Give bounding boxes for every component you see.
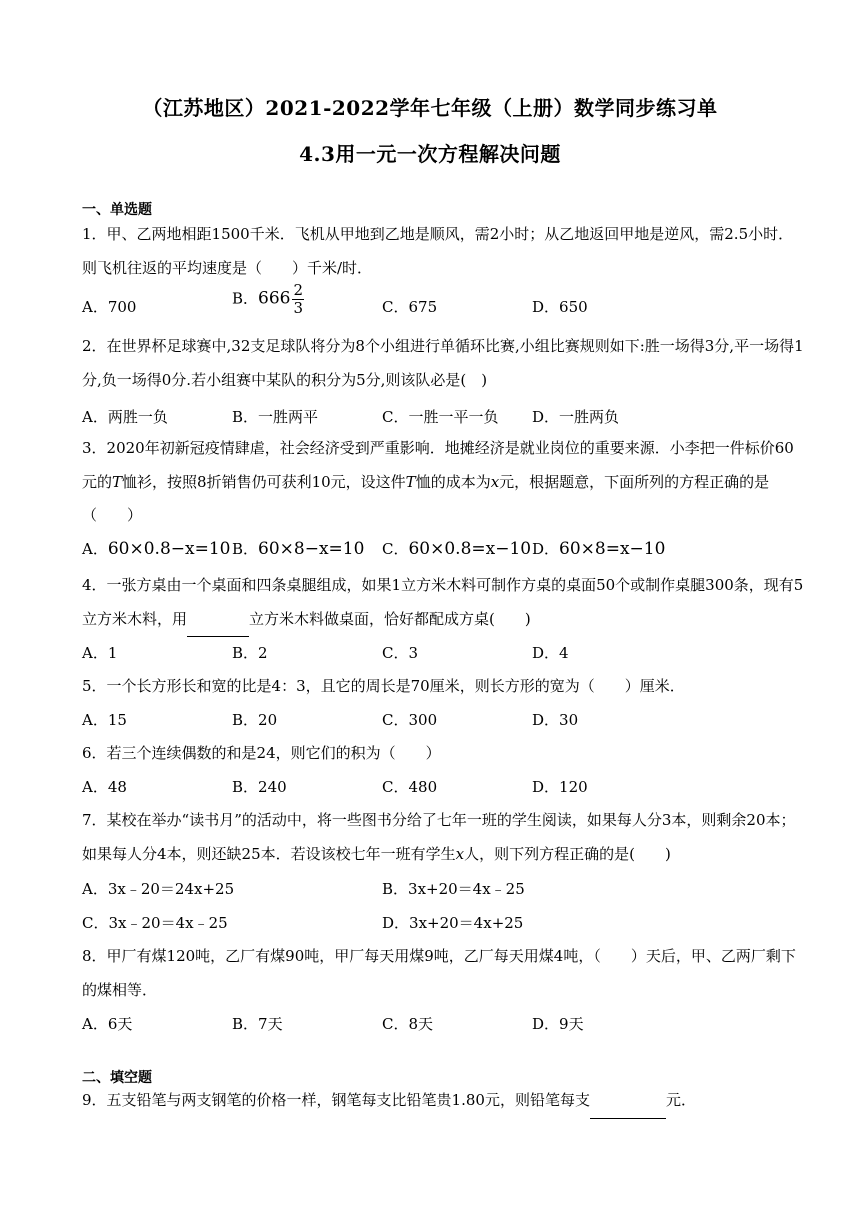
option-c: C．300: [382, 711, 438, 729]
question-4-text-b: 立方米木料做桌面，恰好都配成方桌( ): [249, 609, 531, 628]
question-7-text-a: 7．某校在举办“读书月”的活动中，将一些图书分给了七年一班的学生阅读，如果每人分3本，则剩余20本；如果每人分4本，则还缺25本．若设该校七年一班有学生: [82, 811, 796, 863]
option-b: [232, 538, 364, 559]
option-d: D．30: [532, 711, 579, 729]
question-7-options-row-1: [82, 878, 804, 902]
option-d: D．4: [532, 644, 569, 662]
option-b: [232, 282, 304, 317]
question-4-text: [82, 569, 804, 637]
worksheet-title: （江苏地区）2021-2022学年七年级（上册）数学同步练习单: [142, 96, 718, 120]
question-7-options-row-2: [82, 912, 804, 936]
question-7-text-b: 人，则下列方程正确的是( ): [464, 844, 671, 863]
question-7-text: [82, 804, 804, 871]
question-1-options: [82, 281, 804, 320]
option-d: D．650: [532, 298, 588, 316]
question-4-text-a: 4．一张方桌由一个桌面和四条桌腿组成，如果1立方米木料可制作方桌的桌面50个或制作桌腿300条，现有5立方米木料，用: [82, 576, 804, 628]
fraction: [292, 282, 304, 317]
option-b: B．240: [232, 778, 287, 796]
question-2-options: [82, 406, 804, 430]
option-d: D．3x+20＝4x+25: [382, 914, 524, 932]
option-c: C．8天: [382, 1015, 434, 1033]
option-a: A．700: [82, 298, 137, 316]
worksheet-subtitle: 4.3用一元一次方程解决问题: [299, 142, 561, 166]
question-9-text-a: 9．五支铅笔与两支钢笔的价格一样，钢笔每支比铅笔贵1.80元，则铅笔每支: [82, 1091, 590, 1109]
section-heading-single-choice: 一、单选题: [82, 202, 152, 218]
question-3-text-b: 恤衫，按照8折销售仍可获利10元，设这件: [122, 472, 406, 491]
option-c: C．一胜一平一负: [382, 408, 499, 426]
option-b: B．3x+20＝4x﹣25: [382, 880, 525, 898]
option-d: [532, 538, 665, 559]
question-5-text: 5．一个长方形长和宽的比是4：3，且它的周长是70厘米，则长方形的宽为（ ）厘米．: [82, 677, 685, 695]
fraction-denominator: 3: [293, 299, 304, 317]
question-8-options: [82, 1013, 804, 1037]
question-3-text-d: 元，根据题意，下面所列的方程正确的是（ ）: [82, 472, 770, 524]
option-b-label: B．: [232, 540, 259, 558]
question-3-text-c: 恤的成本为: [415, 472, 491, 491]
question-3-text: [82, 432, 804, 533]
option-d-equation: 60×8=x−10: [559, 539, 666, 559]
option-a: A．3x﹣20＝24x+25: [82, 880, 235, 898]
question-6-text: 6．若三个连续偶数的和是24，则它们的积为（ ）: [82, 744, 441, 762]
answer-blank: [590, 1084, 666, 1119]
mixed-number-whole: 666: [258, 288, 291, 309]
variable-t: T: [405, 472, 416, 491]
option-b: B．一胜两平: [232, 408, 319, 426]
variable-x: x: [490, 472, 500, 491]
option-d-label: D．: [532, 540, 560, 558]
question-4-options: [82, 642, 804, 666]
question-8-text: 8．甲厂有煤120吨，乙厂有煤90吨，甲厂每天用煤9吨，乙厂每天用煤4吨，（ ）天后，甲、乙两厂剩下的煤相等．: [82, 947, 796, 999]
option-a: A．15: [82, 711, 127, 729]
option-d: D．9天: [532, 1015, 584, 1033]
option-c: C．480: [382, 778, 438, 796]
variable-t: T: [112, 472, 123, 491]
option-a: A．48: [82, 778, 127, 796]
option-b-equation: 60×8−x=10: [258, 539, 365, 559]
option-a: A．6天: [82, 1015, 133, 1033]
fraction-numerator: 2: [293, 281, 304, 299]
option-d: D．一胜两负: [532, 408, 620, 426]
option-b-label: B．: [232, 289, 259, 308]
option-b: B．20: [232, 711, 278, 729]
section-heading-fill-blank: 二、填空题: [82, 1070, 152, 1086]
option-c-equation: 60×0.8=x−10: [408, 539, 532, 559]
option-c-label: C．: [382, 540, 409, 558]
option-b: B．2: [232, 644, 268, 662]
option-c: [382, 538, 531, 559]
question-5-options: [82, 709, 804, 733]
option-c: C．3: [382, 644, 419, 662]
question-6-options: [82, 776, 804, 800]
option-a-equation: 60×0.8−x=10: [107, 539, 231, 559]
option-a: A．1: [82, 644, 118, 662]
question-2-text: 2．在世界杯足球赛中,32支足球队将分为8个小组进行单循环比赛,小组比赛规则如下:胜一场得3分,平一场得1分,负一场得0分.若小组赛中某队的积分为5分,则该队必是( ): [82, 337, 804, 389]
option-b: B．7天: [232, 1015, 283, 1033]
question-3-text-a: 3．2020年初新冠疫情肆虐，社会经济受到严重影响．地摊经济是就业岗位的重要来源．小李把一件标价60元的: [82, 439, 794, 491]
question-9-text: [82, 1084, 804, 1119]
question-1-text: 1．甲、乙两地相距1500千米．飞机从甲地到乙地是顺风，需2小时；从乙地返回甲地是逆风，需2.5小时．则飞机往返的平均速度是（ ）千米/时．: [82, 225, 794, 277]
option-c: C．675: [382, 298, 438, 316]
option-a: [82, 538, 230, 559]
variable-x: x: [455, 844, 465, 863]
option-d: D．120: [532, 778, 588, 796]
option-a-label: A．: [82, 540, 108, 558]
question-9-text-b: 元．: [665, 1091, 696, 1109]
question-3-options: [82, 538, 804, 562]
option-c: C．3x﹣20＝4x﹣25: [82, 914, 228, 932]
option-a: A．两胜一负: [82, 408, 168, 426]
answer-blank: [187, 603, 249, 638]
